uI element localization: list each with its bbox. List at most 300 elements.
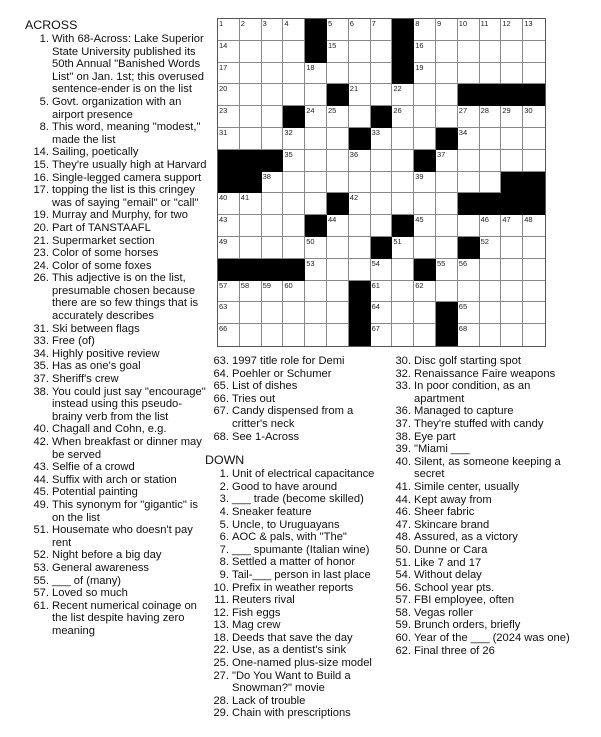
clue-item[interactable] [25, 373, 211, 386]
grid-cell[interactable] [283, 19, 305, 41]
grid-cell[interactable] [392, 84, 414, 106]
grid-cell[interactable] [349, 215, 371, 237]
grid-cell[interactable] [523, 19, 545, 41]
grid-cell[interactable] [240, 302, 262, 324]
clue-item[interactable] [205, 657, 385, 670]
cell-number: 54 [371, 258, 380, 268]
clue-item[interactable] [25, 272, 211, 322]
clue-item[interactable] [205, 431, 385, 444]
clue-item[interactable] [25, 499, 211, 524]
grid-cell[interactable] [414, 302, 436, 324]
grid-cell[interactable] [349, 150, 371, 172]
clue-item[interactable] [25, 386, 211, 424]
clue-number: 62. [395, 644, 411, 657]
clue-item[interactable] [205, 569, 385, 582]
grid-cell[interactable] [458, 106, 480, 128]
clue-item[interactable] [387, 607, 583, 620]
grid-cell[interactable] [218, 237, 240, 259]
grid-cell[interactable] [414, 324, 436, 346]
grid-cell[interactable] [283, 237, 305, 259]
grid-cell[interactable] [480, 281, 502, 303]
grid-cell[interactable] [349, 237, 371, 259]
grid-cell[interactable] [218, 41, 240, 63]
grid-cell[interactable] [436, 63, 458, 85]
clue-text: Kept away from [414, 493, 492, 506]
clue-item[interactable] [205, 544, 385, 557]
grid-cell[interactable] [327, 215, 349, 237]
grid-cell[interactable] [458, 41, 480, 63]
grid-cell[interactable] [392, 237, 414, 259]
grid-cell[interactable] [262, 324, 284, 346]
clue-item[interactable] [387, 494, 583, 507]
grid-cell[interactable] [480, 150, 502, 172]
clue-item[interactable] [25, 348, 211, 361]
grid-cell[interactable] [501, 215, 523, 237]
grid-cell[interactable] [523, 128, 545, 150]
grid-cell[interactable] [349, 41, 371, 63]
clue-number: 16. [33, 171, 49, 184]
grid-cell[interactable] [436, 19, 458, 41]
grid-cell[interactable] [523, 281, 545, 303]
grid-cell[interactable] [523, 106, 545, 128]
grid-cell[interactable] [262, 281, 284, 303]
grid-cell[interactable] [480, 172, 502, 194]
grid-cell[interactable] [436, 41, 458, 63]
grid-cell[interactable] [414, 237, 436, 259]
clue-item[interactable] [205, 519, 385, 532]
clue-item[interactable] [387, 355, 583, 368]
clue-item[interactable] [205, 607, 385, 620]
grid-cell[interactable] [436, 150, 458, 172]
grid-cell[interactable] [349, 259, 371, 281]
grid-cell[interactable] [305, 150, 327, 172]
clue-text: Tail-___ person in last place [232, 568, 371, 581]
clue-number: 3. [219, 493, 229, 506]
clue-item[interactable] [25, 260, 211, 273]
clue-item[interactable] [205, 380, 385, 393]
grid-cell[interactable] [392, 150, 414, 172]
grid-cell[interactable] [436, 215, 458, 237]
clue-number: 58. [395, 606, 411, 619]
grid-cell[interactable] [501, 128, 523, 150]
clue-item[interactable] [25, 121, 211, 146]
grid-cell[interactable] [458, 215, 480, 237]
clue-item[interactable] [205, 468, 385, 481]
grid-cell[interactable] [458, 128, 480, 150]
grid-cell[interactable] [392, 259, 414, 281]
grid-cell[interactable] [349, 193, 371, 215]
clue-number: 39. [395, 443, 411, 456]
grid-cell[interactable] [480, 63, 502, 85]
grid-cell[interactable] [262, 237, 284, 259]
grid-cell[interactable] [218, 128, 240, 150]
clue-item[interactable] [387, 431, 583, 444]
grid-cell[interactable] [305, 193, 327, 215]
clue-item[interactable] [25, 222, 211, 235]
clue-item[interactable] [25, 575, 211, 588]
grid-cell[interactable] [414, 63, 436, 85]
clue-item[interactable] [387, 368, 583, 381]
grid-cell[interactable] [523, 63, 545, 85]
grid-cell[interactable] [262, 302, 284, 324]
clue-item[interactable] [205, 393, 385, 406]
grid-cell[interactable] [283, 150, 305, 172]
grid-cell[interactable] [218, 215, 240, 237]
clue-item[interactable] [387, 443, 583, 456]
clue-item[interactable] [25, 474, 211, 487]
grid-cell[interactable] [523, 259, 545, 281]
grid-cell[interactable] [218, 302, 240, 324]
grid-cell[interactable] [327, 41, 349, 63]
grid-cell[interactable] [218, 324, 240, 346]
grid-cell[interactable] [327, 324, 349, 346]
grid-cell[interactable] [371, 172, 393, 194]
black-square [305, 215, 327, 237]
grid-cell[interactable] [501, 150, 523, 172]
grid-cell[interactable] [458, 302, 480, 324]
grid-cell[interactable] [458, 63, 480, 85]
grid-cell[interactable] [414, 193, 436, 215]
grid-cell[interactable] [240, 19, 262, 41]
grid-cell[interactable] [327, 172, 349, 194]
grid-cell[interactable] [501, 281, 523, 303]
grid-cell[interactable] [349, 106, 371, 128]
grid-cell[interactable] [262, 106, 284, 128]
clue-number: 1. [39, 33, 49, 45]
black-square [480, 84, 502, 106]
clue-item[interactable] [387, 531, 583, 544]
grid-cell[interactable] [349, 172, 371, 194]
grid-cell[interactable] [436, 106, 458, 128]
grid-cell[interactable] [218, 281, 240, 303]
grid-cell[interactable] [349, 84, 371, 106]
clue-item[interactable] [25, 587, 211, 600]
grid-cell[interactable] [218, 84, 240, 106]
clue-item[interactable] [387, 645, 583, 658]
clue-number: 55. [33, 574, 49, 587]
cell-number: 5 [327, 19, 333, 28]
grid-cell[interactable] [436, 172, 458, 194]
grid-cell[interactable] [501, 106, 523, 128]
clue-item[interactable] [25, 235, 211, 248]
grid-cell[interactable] [436, 84, 458, 106]
grid-cell[interactable] [371, 281, 393, 303]
grid-cell[interactable] [414, 281, 436, 303]
grid-cell[interactable] [327, 106, 349, 128]
grid-cell[interactable] [240, 84, 262, 106]
clue-item[interactable] [25, 209, 211, 222]
clue-item[interactable] [205, 594, 385, 607]
clue-text: FBI employee, often [414, 594, 515, 607]
grid-cell[interactable] [371, 128, 393, 150]
grid-cell[interactable] [305, 281, 327, 303]
grid-cell[interactable] [392, 106, 414, 128]
grid-cell[interactable] [240, 324, 262, 346]
grid-cell[interactable] [371, 150, 393, 172]
clue-item[interactable] [387, 619, 583, 632]
clue-item[interactable] [387, 405, 583, 418]
clue-item[interactable] [25, 159, 211, 172]
grid-cell[interactable] [414, 128, 436, 150]
grid-cell[interactable] [414, 106, 436, 128]
grid-cell[interactable] [371, 302, 393, 324]
grid-cell[interactable] [305, 84, 327, 106]
grid-cell[interactable] [240, 215, 262, 237]
grid-cell[interactable] [501, 237, 523, 259]
grid-cell[interactable] [218, 193, 240, 215]
grid-cell[interactable] [458, 172, 480, 194]
grid-cell[interactable] [240, 128, 262, 150]
clue-item[interactable] [387, 519, 583, 532]
grid-cell[interactable] [436, 281, 458, 303]
grid-cell[interactable] [262, 41, 284, 63]
clue-item[interactable] [205, 556, 385, 569]
grid-cell[interactable] [305, 128, 327, 150]
cell-number: 60 [284, 280, 293, 290]
clue-number: 29. [213, 707, 229, 720]
grid-cell[interactable] [392, 302, 414, 324]
grid-cell[interactable] [480, 41, 502, 63]
clue-text: General awareness [52, 561, 150, 574]
clue-number: 27. [213, 669, 229, 682]
grid-cell[interactable] [218, 63, 240, 85]
grid-cell[interactable] [283, 193, 305, 215]
clue-item[interactable] [387, 632, 583, 645]
clue-item[interactable] [205, 619, 385, 632]
grid-cell[interactable] [371, 63, 393, 85]
clue-text: topping the list is this cringey was of saying "email" or "call" [52, 184, 199, 209]
grid-cell[interactable] [458, 324, 480, 346]
clue-item[interactable] [205, 493, 385, 506]
clue-item[interactable] [387, 557, 583, 570]
grid-cell[interactable] [305, 237, 327, 259]
grid-cell[interactable] [283, 215, 305, 237]
clue-item[interactable] [205, 695, 385, 708]
grid-cell[interactable] [414, 19, 436, 41]
clue-item[interactable] [387, 594, 583, 607]
grid-cell[interactable] [283, 63, 305, 85]
grid-cell[interactable] [523, 215, 545, 237]
grid-cell[interactable] [240, 237, 262, 259]
grid-cell[interactable] [414, 215, 436, 237]
grid-cell[interactable] [240, 193, 262, 215]
grid-cell[interactable] [392, 128, 414, 150]
grid-cell[interactable] [349, 63, 371, 85]
grid-cell[interactable] [218, 19, 240, 41]
grid-cell[interactable] [523, 302, 545, 324]
grid-cell[interactable] [458, 281, 480, 303]
grid-cell[interactable] [283, 41, 305, 63]
clue-item[interactable] [205, 582, 385, 595]
grid-cell[interactable] [458, 259, 480, 281]
clue-item[interactable] [205, 368, 385, 381]
cell-number: 64 [371, 302, 380, 312]
black-square [327, 193, 349, 215]
clue-item[interactable] [205, 405, 385, 430]
grid-cell[interactable] [480, 324, 502, 346]
clue-item[interactable] [25, 172, 211, 185]
clue-item[interactable] [205, 632, 385, 645]
clue-item[interactable] [205, 481, 385, 494]
grid-cell[interactable] [327, 63, 349, 85]
grid-cell[interactable] [218, 106, 240, 128]
clue-item[interactable] [205, 644, 385, 657]
grid-cell[interactable] [523, 150, 545, 172]
clue-item[interactable] [205, 707, 385, 720]
grid-cell[interactable] [262, 128, 284, 150]
clue-item[interactable] [25, 461, 211, 474]
grid-cell[interactable] [501, 302, 523, 324]
grid-cell[interactable] [262, 63, 284, 85]
cell-number: 46 [480, 215, 489, 225]
clue-item[interactable] [205, 355, 385, 368]
clue-item[interactable] [387, 456, 583, 481]
clue-item[interactable] [25, 360, 211, 373]
grid-cell[interactable] [262, 172, 284, 194]
grid-cell[interactable] [501, 41, 523, 63]
cell-number: 47 [502, 215, 511, 225]
grid-cell[interactable] [305, 106, 327, 128]
grid-cell[interactable] [305, 63, 327, 85]
clue-number: 22. [213, 644, 229, 657]
clue-item[interactable] [25, 524, 211, 549]
grid-cell[interactable] [501, 324, 523, 346]
clue-item[interactable] [387, 506, 583, 519]
clue-item[interactable] [387, 380, 583, 405]
grid-cell[interactable] [283, 281, 305, 303]
grid-cell[interactable] [392, 172, 414, 194]
grid-cell[interactable] [414, 41, 436, 63]
grid-cell[interactable] [262, 19, 284, 41]
clue-number: 41. [395, 480, 411, 493]
grid-cell[interactable] [480, 128, 502, 150]
grid-cell[interactable] [458, 150, 480, 172]
grid-cell[interactable] [262, 84, 284, 106]
grid-cell[interactable] [436, 193, 458, 215]
grid-cell[interactable] [240, 281, 262, 303]
grid-cell[interactable] [501, 19, 523, 41]
grid-cell[interactable] [305, 324, 327, 346]
grid-cell[interactable] [371, 215, 393, 237]
clue-item[interactable] [25, 184, 211, 209]
grid-cell[interactable] [327, 259, 349, 281]
grid-cell[interactable] [349, 19, 371, 41]
grid-cell[interactable] [436, 237, 458, 259]
clue-text: Dunne or Cara [414, 543, 488, 556]
clue-item[interactable] [205, 531, 385, 544]
grid-cell[interactable] [480, 106, 502, 128]
clue-item[interactable] [25, 33, 211, 96]
grid-cell[interactable] [392, 193, 414, 215]
grid-cell[interactable] [371, 19, 393, 41]
grid-cell[interactable] [283, 324, 305, 346]
grid-cell[interactable] [480, 215, 502, 237]
grid-cell[interactable] [414, 172, 436, 194]
clue-number: 47. [395, 518, 411, 531]
grid-cell[interactable] [283, 172, 305, 194]
grid-cell[interactable] [262, 193, 284, 215]
grid-cell[interactable] [501, 63, 523, 85]
grid-cell[interactable] [523, 237, 545, 259]
grid-cell[interactable] [305, 259, 327, 281]
clue-item[interactable] [25, 247, 211, 260]
grid-cell[interactable] [371, 193, 393, 215]
grid-cell[interactable] [371, 259, 393, 281]
grid-cell[interactable] [240, 63, 262, 85]
grid-cell[interactable] [283, 84, 305, 106]
grid-cell[interactable] [480, 259, 502, 281]
grid-cell[interactable] [371, 324, 393, 346]
grid-cell[interactable] [480, 237, 502, 259]
clue-text: They're usually high at Harvard [52, 158, 207, 171]
clue-item[interactable] [25, 323, 211, 336]
clue-item[interactable] [205, 670, 385, 695]
grid-cell[interactable] [305, 302, 327, 324]
grid-cell[interactable] [240, 106, 262, 128]
clue-number: 35. [33, 360, 49, 373]
grid-cell[interactable] [458, 19, 480, 41]
grid-cell[interactable] [283, 302, 305, 324]
grid-cell[interactable] [283, 128, 305, 150]
grid-cell[interactable] [327, 150, 349, 172]
grid-cell[interactable] [436, 259, 458, 281]
clue-item[interactable] [25, 600, 211, 638]
cell-number: 26 [393, 106, 402, 116]
clue-text: Vegas roller [414, 606, 474, 619]
clue-item[interactable] [25, 96, 211, 121]
clue-item[interactable] [25, 335, 211, 348]
clue-number: 61. [33, 599, 49, 612]
clue-item[interactable] [25, 146, 211, 159]
grid-cell[interactable] [523, 324, 545, 346]
clue-item[interactable] [25, 486, 211, 499]
grid-cell[interactable] [480, 19, 502, 41]
grid-cell[interactable] [327, 19, 349, 41]
clue-item[interactable] [25, 436, 211, 461]
grid-cell[interactable] [327, 128, 349, 150]
grid-cell[interactable] [371, 41, 393, 63]
clue-item[interactable] [387, 569, 583, 582]
crossword-grid[interactable] [217, 18, 546, 347]
grid-cell[interactable] [327, 281, 349, 303]
grid-cell[interactable] [392, 281, 414, 303]
clue-item[interactable] [387, 481, 583, 494]
grid-cell[interactable] [392, 324, 414, 346]
grid-cell[interactable] [480, 302, 502, 324]
grid-cell[interactable] [327, 237, 349, 259]
grid-cell[interactable] [523, 41, 545, 63]
clue-item[interactable] [25, 562, 211, 575]
clue-item[interactable] [387, 418, 583, 431]
clue-item[interactable] [387, 582, 583, 595]
cell-number: 65 [458, 302, 468, 312]
grid-cell[interactable] [371, 84, 393, 106]
clue-number: 37. [33, 373, 49, 386]
clue-item[interactable] [387, 544, 583, 557]
grid-cell[interactable] [240, 41, 262, 63]
grid-cell[interactable] [414, 84, 436, 106]
clue-item[interactable] [205, 506, 385, 519]
cell-number: 22 [393, 84, 402, 94]
black-square [501, 193, 523, 215]
grid-cell[interactable] [305, 172, 327, 194]
clue-item[interactable] [25, 549, 211, 562]
clue-number: 26. [33, 272, 49, 285]
grid-cell[interactable] [327, 302, 349, 324]
grid-cell[interactable] [262, 215, 284, 237]
grid-cell[interactable] [501, 259, 523, 281]
clue-item[interactable] [25, 423, 211, 436]
